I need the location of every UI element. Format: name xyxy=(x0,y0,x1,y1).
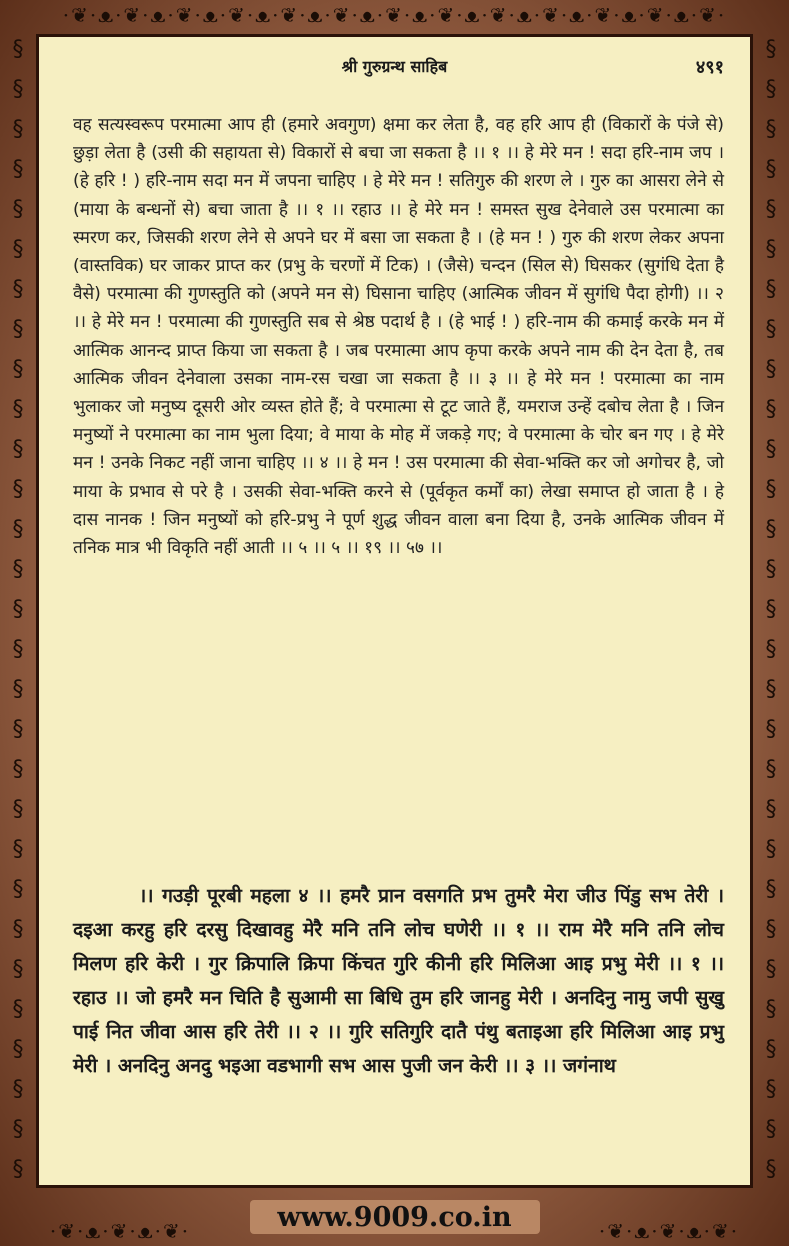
page-header xyxy=(39,55,750,83)
verse-body: ।। गउड़ी पूरबी महला ४ ।। हमरै प्रान वसगति प्रभ तुमरै मेरा जीउ पिंडु सभ तेरी । दइआ करहु हरि दरसु दिखावहु मेरै मनि तनि लोच घणेरी ।। १ ।। राम मेरै मनि तनि लोच मिलण हरि केरी । गुर क्रिपालि क्रिपा किंचत गुरि कीनी हरि मिलिआ आइ प्रभु मेरी ।। १ ।। रहाउ ।। जो हमरै मन चिति है सुआमी सा बिधि तुम हरि जानहु मेरी । अनदिनु नामु जपी सुखु पाई नित जीवा आस हरि तेरी ।। २ ।। गुरि सतिगुरि दातै पंथु बताइआ हरि मिलिआ आइ प्रभु मेरी । अनदिनु अनदु भइआ वडभागी सभ आस पुजी जन केरी ।। ३ ।। जगंनाथ xyxy=(73,884,724,1077)
bottom-ornament-border-right: ·❦·ᴥ·❦·ᴥ·❦· xyxy=(598,1219,740,1243)
commentary-text: वह सत्यस्वरूप परमात्मा आप ही (हमारे अवगुण) क्षमा कर लेता है, वह हरि आप ही (विकारों के पंजे से) छुड़ा लेता है (उसी की सहायता से) विकारों से बचा जा सकता है ।। १ ।। हे मेरे मन ! सदा हरि-नाम जप । (हे हरि ! ) हरि-नाम सदा मन में जपना चाहिए । हे मेरे मन ! सतिगुरु की शरण ले । गुरु का आसरा लेने से (माया के बन्धनों से) बचा जाता है ।। १ ।। रहाउ ।। हे मेरे मन ! समस्त सुख देनेवाले उस परमात्मा का स्मरण कर, जिसकी शरण लेने से अपने घर में बसा जा सकता है । (हे मन ! ) गुरु की शरण लेकर अपना (वास्तविक) घर जाकर प्राप्त कर (प्रभु के चरणों में टिक) । (जैसे) चन्दन (सिल से) घिसकर (सुगंधि देता है वैसे) परमात्मा की गुणस्तुति को (अपने मन से) घिसाना चाहिए (आत्मिक जीवन में सुगंधि पैदा होगी) ।। २ ।। हे मेरे मन ! परमात्मा की गुणस्तुति सब से श्रेष्ठ पदार्थ है । (हे भाई ! ) हरि-नाम की कमाई करके मन में आत्मिक आनन्द प्राप्त किया जा सकता है । जब परमात्मा आप कृपा करके अपने नाम की देन देता है, तब आत्मिक जीवन देनेवाला उसका नाम-रस चखा जा सकता है ।। ३ ।। हे मेरे मन ! परमात्मा का नाम भुलाकर जो मनुष्य दूसरी ओर व्यस्त होते हैं; वे परमात्मा से टूट जाते हैं, यमराज उन्हें दबोच लेता है । जिन मनुष्यों ने परमात्मा का नाम भुला दिया; वे माया के मोह में जकड़े गए; वे परमात्मा के चोर बन गए । हे मेरे मन ! उनके निकट नहीं जाना चाहिए ।। ४ ।। हे मन ! उस परमात्मा की सेवा-भक्ति कर जो अगोचर है, जो माया के प्रभाव से परे है । उसकी सेवा-भक्ति करने से (पूर्वकृत कर्मों का) लेखा समाप्त हो जाता है । हे दास नानक ! जिन मनुष्यों को हरि-प्रभु ने पूर्ण शुद्ध जीवन वाला बना दिया है, उनके आत्मिक जीवन में तनिक मात्र भी विकृति नहीं आती ।। ५ ।। ५ ।। १९ ।। ५७ ।। xyxy=(73,115,724,559)
top-ornament-border: ·❦·ᴥ·❦·ᴥ·❦·ᴥ·❦·ᴥ·❦·ᴥ·❦·ᴥ·❦·ᴥ·❦·ᴥ·❦·ᴥ·❦·ᴥ·❦·ᴥ·❦·ᴥ·❦· xyxy=(62,3,727,27)
left-ornament-border: § § § § § § § § § § § § § § § § § § § § § § § § § § § § § xyxy=(12,37,24,1182)
bottom-ornament-border: ·❦·ᴥ·❦·ᴥ·❦· xyxy=(49,1219,191,1243)
right-ornament-border: § § § § § § § § § § § § § § § § § § § § § § § § § § § § § xyxy=(765,37,777,1182)
scripture-page xyxy=(36,34,753,1188)
verse-text xyxy=(73,879,724,1083)
running-title: श्री गुरुग्रन्थ साहिब xyxy=(341,57,448,76)
website-link[interactable]: www.9009.co.in xyxy=(277,1202,512,1233)
page-number: ४९१ xyxy=(695,57,724,78)
